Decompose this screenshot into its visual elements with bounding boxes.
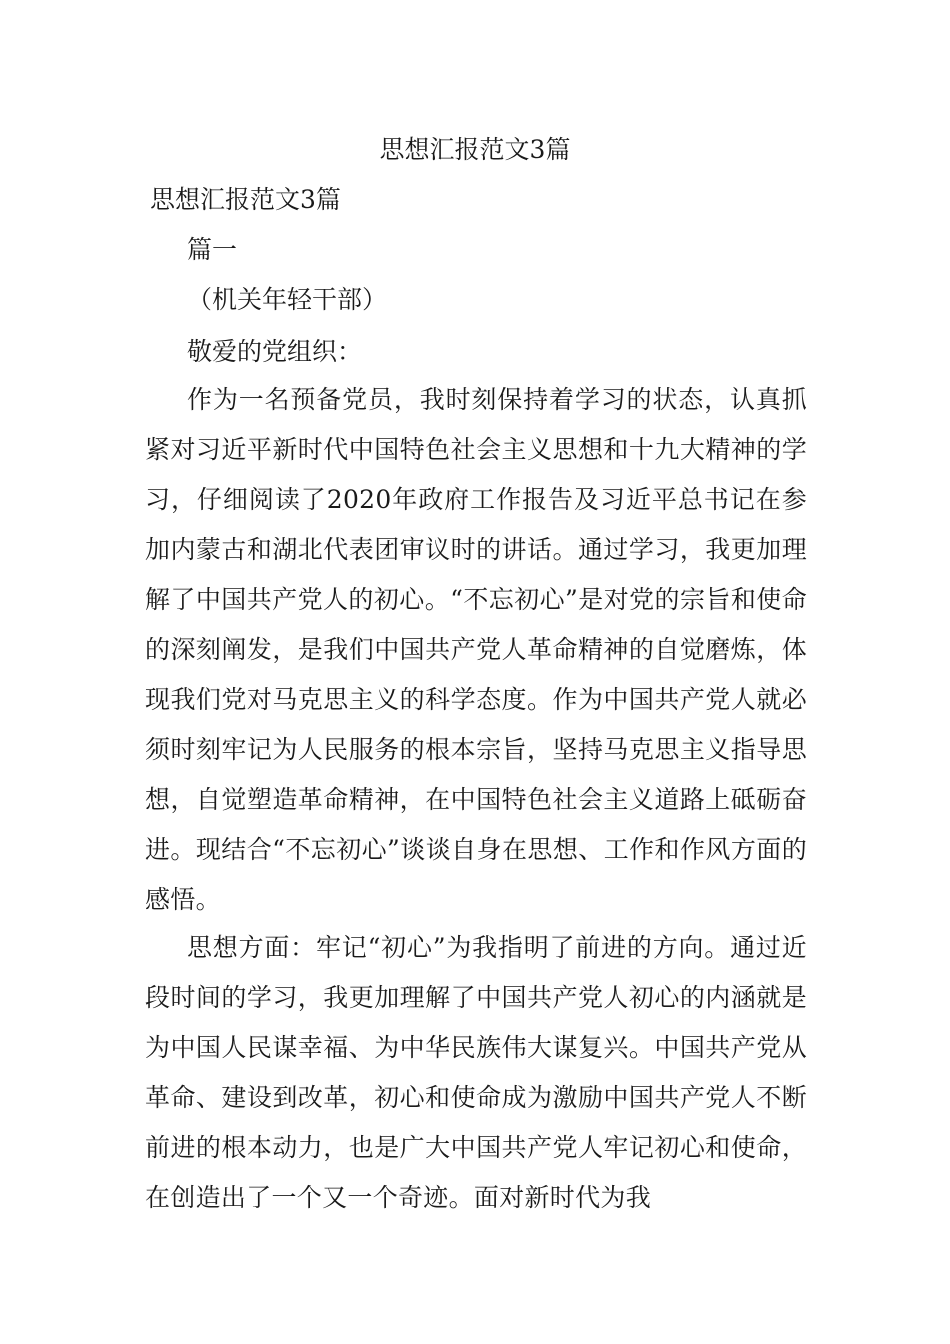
document-subtitle: 思想汇报范文3篇	[150, 185, 341, 214]
author-note: （机关年轻干部）	[187, 285, 388, 314]
body-paragraph-1: 作为一名预备党员，我时刻保持着学习的状态，认真抓紧对习近平新时代中国特色社会主义思想和十九大精神的学习，仔细阅读了2020年政府工作报告及习近平总书记在参加内蒙古和湖北代表团审议时的讲话。通过学习，我更加理解了中国共产党人的初心。“不忘初心”是对党的宗旨和使命的深刻阐发，是我们中国共产党人革命精神的自觉磨炼，体现我们党对马克思主义的科学态度。作为中国共产党人就必须时刻牢记为人民服务的根本宗旨，坚持马克思主义指导思想，自觉塑造革命精神，在中国特色社会主义道路上砥砺奋进。现结合“不忘初心”谈谈自身在思想、工作和作风方面的感悟。	[145, 385, 807, 914]
salutation: 敬爱的党组织：	[187, 337, 363, 366]
document-title: 思想汇报范文3篇	[379, 135, 571, 164]
body-paragraph-2: 思想方面：牢记“初心”为我指明了前进的方向。通过近段时间的学习，我更加理解了中国共产党人初心的内涵就是为中国人民谋幸福、为中华民族伟大谋复兴。中国共产党从革命、建设到改革，初心和使命成为激励中国共产党人不断前进的根本动力，也是广大中国共产党人牢记初心和使命，在创造出了一个又一个奇迹。面对新时代为我	[145, 933, 807, 1212]
section-label: 篇一	[187, 235, 238, 264]
